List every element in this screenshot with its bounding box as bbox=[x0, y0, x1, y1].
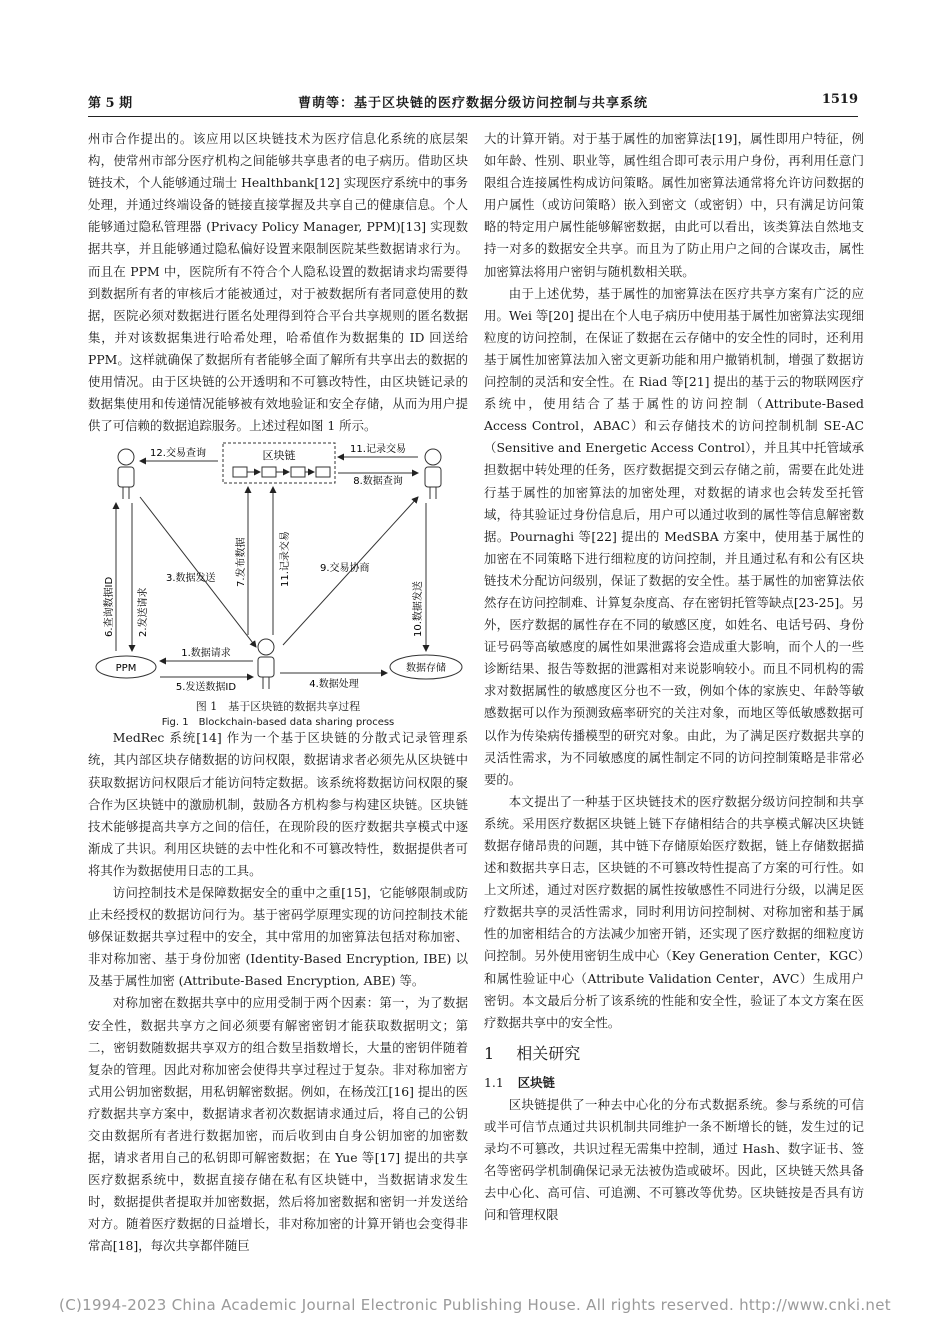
section-title: 相关研究 bbox=[516, 1043, 581, 1063]
person-left-icon bbox=[118, 449, 134, 499]
edge-3: 3.数据发送 bbox=[166, 573, 216, 585]
left-paragraph-4: 对称加密在数据共享中的应用受制于两个因素：第一，为了数据安全性，数据共享方之间必须要有解密密钥才能获取数据明文；第二，密钥数随数据共享双方的组合数呈指数增长，大量的密钥伴随着复杂的管理。因此对称加密会使得共享过程过于复杂。非对称加密方式用公钥加密数据，用私钥解密数据。例如，在杨茂江[16] 提出的医疗数据共享方案中，数据请求者初次数据请求通过后，将自己的公钥交由数据所有者进行数据加密，而后收到由自身公钥加密的加密数据，请求者用自己的私钥即可解密数据；在 Yue 等[17] 提出的共享医疗数据系统中，数据直接存储在私有区块链中，当数据请求发生时，数据提供者提取并加密数据，然后将加密数据和密钥一并发送给对方。随着医疗数据的日益增长，非对称加密的计算开销也会变得非常高[18]，每次共享都伴随巨 bbox=[88, 995, 468, 1254]
block-1 bbox=[233, 467, 247, 477]
edge-2: 2.发送请求 bbox=[138, 587, 149, 638]
figure-caption-en: Fig. 1 Blockchain-based data sharing process bbox=[161, 717, 395, 729]
blockchain-label: 区块链 bbox=[262, 449, 296, 463]
block-4 bbox=[316, 467, 330, 477]
page-number: 1519 bbox=[821, 92, 858, 107]
running-title: 曹萌等：基于区块链的医疗数据分级访问控制与共享系统 bbox=[297, 96, 648, 111]
left-paragraph-2: MedRec 系统[14] 作为一个基于区块链的分散式记录管理系统，其内部区块存储数据的访问权限，数据请求者必须先从区块链中获取数据访问权限后才能访问特定数据。该系统将数据访问权限的聚合作为区块链中的激励机制，鼓励各方机构参与构建区块链。区块链技术能够提高共享方之间的信任，在现阶段的医疗数据共享模式中逐渐成了共识。利用区块链的去中性化和不可篡改特性，数据提供者可将其作为数据使用日志的工具。 bbox=[88, 730, 468, 878]
copyright-footer: (C)1994-2023 China Academic Journal Electronic Publishing House. All rights reserved. http://www.cnki.net bbox=[59, 1296, 891, 1314]
section-heading bbox=[484, 1042, 864, 1066]
edge-12: 12.交易查询 bbox=[150, 448, 206, 460]
block-2 bbox=[262, 467, 276, 477]
right-paragraph-4: 区块链提供了一种去中心化的分布式数据系统。参与系统的可信或半可信节点通过共识机制共同维护一条不断增长的链，发生过的记录均不可篡改，共识过程无需集中控制，通过 Hash、数字证书、签名等密码学机制确保记录无法被伪造或破坏。因此，区块链天然具备去中心化、高可信、可追溯、不可篡改等优势。区块链按是否具有访问和管理权限 bbox=[484, 1096, 864, 1223]
left-paragraph-3: 访问控制技术是保障数据安全的重中之重[15]，它能够限制或防止未经授权的数据访问行为。基于密码学原理实现的访问控制技术能够保证数据共享过程中的安全，其中常用的加密算法包括对称加密、非对称加密、基于身份加密 (Identity-Based Encryption, IBE) 以及基于属性加密 (Attribute-Based Encryption, ABE) 等。 bbox=[88, 884, 468, 989]
person-center-icon bbox=[258, 639, 274, 689]
subsection-title: 区块链 bbox=[517, 1074, 555, 1090]
subsection-number: 1.1 bbox=[484, 1074, 504, 1090]
right-paragraph-3: 本文提出了一种基于区块链技术的医疗数据分级访问控制和共享系统。采用医疗数据区块链上链下存储相结合的共享模式解决区块链数据存储昂贵的问题，其中链下存储原始医疗数据，链上存储数据描述和数据共享日志，区块链的不可篡改特性提高了方案的可行性。如上文所述，通过对医疗数据的属性按敏感性不同进行分级，以满足医疗数据共享的灵活性需求，同时利用访问控制树、对称加密和基于属性的加密相结合的方法减少加密开销，还实现了医疗数据的细粒度访问控制。另外使用密钥生成中心（Key Generation Center，KGC）和属性验证中心（Attribute Validation Center，AVC）生成用户密钥。本文最后分析了该系统的性能和安全性，验证了本文方案在医疗数据共享中的安全性。 bbox=[484, 793, 864, 1030]
subsection-heading bbox=[484, 1072, 864, 1094]
edge-11b: 11.记录交易 bbox=[280, 531, 291, 588]
right-paragraph-2: 由于上述优势，基于属性的加密算法在医疗共享方案有广泛的应用。Wei 等[20] 提出在个人电子病历中使用基于属性加密算法实现细粒度的访问控制，在保证了数据在云存储中的安全性的同时，还利用基于属性加密算法加入密文更新功能和用户撤销机制，增强了数据访问控制的灵活和安全性。在 Riad 等[21] 提出的基于云的物联网医疗系统中，使用结合了基于属性的访问控制（Attribute-Based Access Control，ABAC）和云存储技术的访问控制机制 SE-AC（Sensitive and Energetic Access Control），并且其中托管域承担数据中转处理的任务，医疗数据提交到云存储之前，需要在此处进行基于属性的加密算法的加密处理，对数据的请求也会转发至托管域，待其验证过身份信息后，用户可以通过收到的属性等信息解密数据。Pournaghi 等[22] 提出的 MedSBA 方案中，使用基于属性的加密在不同策略下进行细粒度的访问控制，并且通过私有和公有区块链技术分配访问级别，保证了数据的安全性。基于属性的加密算法依然存在访问控制难、计算复杂度高、存在密钥托管等缺点[23-25]。另外，医疗数据的属性存在不同的敏感区度，如姓名、电话号码、身份证号码等高敏感度的属性如果泄露将会造成重大影响，而个人的一些诊断结果、报告等数据的泄露相对来说影响较小。而且不同机构的需求对数据属性的敏感度区分也不一致，例如个体的家族史、年龄等敏感数据可以作为预测致癌率研究的关注对象，而地区等低敏感数据可以作为传染病传播模型的研究对象。由此，为了满足医疗数据共享的灵活性需求，为不同敏感度的属性制定不同的访问控制策略是非常必要的。 bbox=[484, 285, 864, 787]
edge-9: 9.交易协商 bbox=[320, 563, 370, 575]
edge-5: 5.发送数据ID bbox=[175, 682, 237, 694]
edge-11a: 11.记录交易 bbox=[350, 444, 406, 456]
header-rule bbox=[88, 116, 858, 117]
storage-label: 数据存储 bbox=[406, 663, 446, 675]
issue-number: 第 5 期 bbox=[88, 96, 133, 111]
edge-1: 1.数据请求 bbox=[181, 648, 231, 660]
figure-1 bbox=[88, 437, 468, 727]
edge-10: 10.数据发送 bbox=[413, 581, 424, 638]
block-3 bbox=[291, 467, 305, 477]
edge-4: 4.数据处理 bbox=[309, 679, 359, 691]
left-paragraph-1: 州市合作提出的。该应用以区块链技术为医疗信息化系统的底层架构，使常州市部分医疗机构之间能够共享患者的电子病历。借助区块链技术，个人能够通过瑞士 Healthbank[12] 实现医疗系统中的事务处理，并通过终端设备的链接直接掌握及共享自己的健康信息。个人能够通过隐私管理器 (Privacy Policy Manager, PPM)[13] 实现数据共享，并且能够通过隐私偏好设置来限制医院某些数据请求行为。而且在 PPM 中，医院所有不符合个人隐私设置的数据请求均需要得到数据所有者的审核后才能被通过，对于被数据所有者同意使用的数据，医院必须对数据进行匿名处理得到符合平台共享规则的匿名数据集，并对该数据集进行哈希处理，哈希值作为数据集的 ID 回送给 PPM。这样就确保了数据所有者能够全面了解所有共享出去的数据的使用情况。由于区块链的公开透明和不可篡改特性，由区块链记录的数据集使用和传递情况能够被有效地验证和安全存储，从而为用户提供了可信赖的数据追踪服务。上述过程如图 1 所示。 bbox=[88, 131, 468, 434]
figure-caption-cn: 图 1 基于区块链的数据共享过程 bbox=[195, 700, 361, 714]
right-column bbox=[484, 128, 864, 1226]
edge-6: 6.查询数据ID bbox=[104, 577, 115, 638]
section-number: 1 bbox=[484, 1043, 495, 1063]
edge-7: 7.发布数据 bbox=[236, 537, 247, 588]
right-paragraph-1: 大的计算开销。对于基于属性的加密算法[19]，属性即用户特征，例如年龄、性别、职业等，属性组合即可表示用户身份，再利用任意门限组合连接属性构成访问策略。属性加密算法通常将允许访问数据的用户属性（或访问策略）嵌入到密文（或密钥）中，只有满足访问策略的特定用户属性能够解密数据，由此可以看出，该类算法自然地支持一对多的数据安全共享。而且为了防止用户之间的合谋攻击，属性加密算法将用户密钥与随机数相关联。 bbox=[484, 131, 864, 279]
figure-1-diagram bbox=[88, 437, 468, 727]
edge-8: 8.数据查询 bbox=[353, 476, 403, 488]
ppm-label: PPM bbox=[115, 663, 137, 675]
running-header bbox=[88, 92, 858, 118]
person-right-icon bbox=[425, 449, 441, 499]
left-column bbox=[88, 128, 468, 1258]
